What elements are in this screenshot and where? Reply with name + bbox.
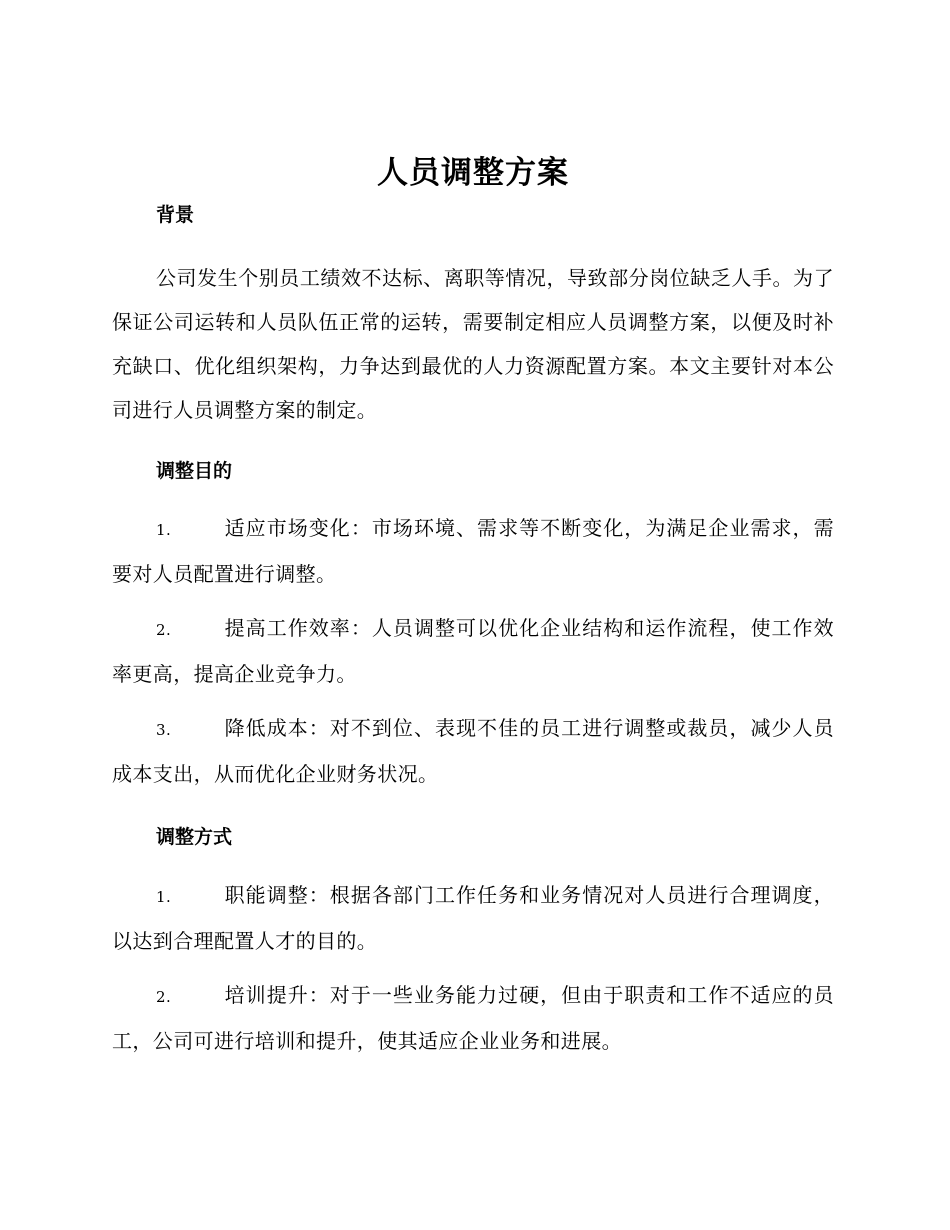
list-text: 培训提升：对于一些业务能力过硬，但由于职责和工作不适应的员工，公司可进行培训和提升，使其适应企业业务和进展。 — [112, 983, 834, 1053]
purpose-list-item — [112, 606, 834, 696]
list-text: 提高工作效率：人员调整可以优化企业结构和运作流程，使工作效率更高，提高企业竞争力。 — [112, 616, 834, 686]
method-list-item — [112, 973, 834, 1063]
purpose-list-item — [112, 506, 834, 596]
list-number: 2. — [156, 988, 172, 1006]
document-content — [112, 150, 834, 1073]
list-number: 2. — [156, 621, 172, 639]
list-number: 3. — [156, 721, 172, 739]
list-number: 1. — [156, 888, 172, 906]
section-heading-background: 背景 — [156, 204, 195, 226]
list-number: 1. — [156, 521, 172, 539]
list-text: 职能调整：根据各部门工作任务和业务情况对人员进行合理调度，以达到合理配置人才的目的。 — [112, 883, 834, 953]
background-paragraph: 公司发生个别员工绩效不达标、离职等情况，导致部分岗位缺乏人手。为了保证公司运转和人员队伍正常的运转，需要制定相应人员调整方案，以便及时补充缺口、优化组织架构，力争达到最优的人力资源配置方案。本文主要针对本公司进行人员调整方案的制定。 — [112, 266, 834, 422]
section-heading-method: 调整方式 — [156, 826, 233, 848]
document-title: 人员调整方案 — [377, 155, 569, 191]
section-heading-purpose: 调整目的 — [156, 460, 233, 482]
list-text: 降低成本：对不到位、表现不佳的员工进行调整或裁员，减少人员成本支出，从而优化企业财务状况。 — [112, 716, 834, 786]
list-text: 适应市场变化：市场环境、需求等不断变化，为满足企业需求，需要对人员配置进行调整。 — [112, 516, 834, 586]
purpose-list-item — [112, 706, 834, 796]
method-list-item — [112, 873, 834, 963]
